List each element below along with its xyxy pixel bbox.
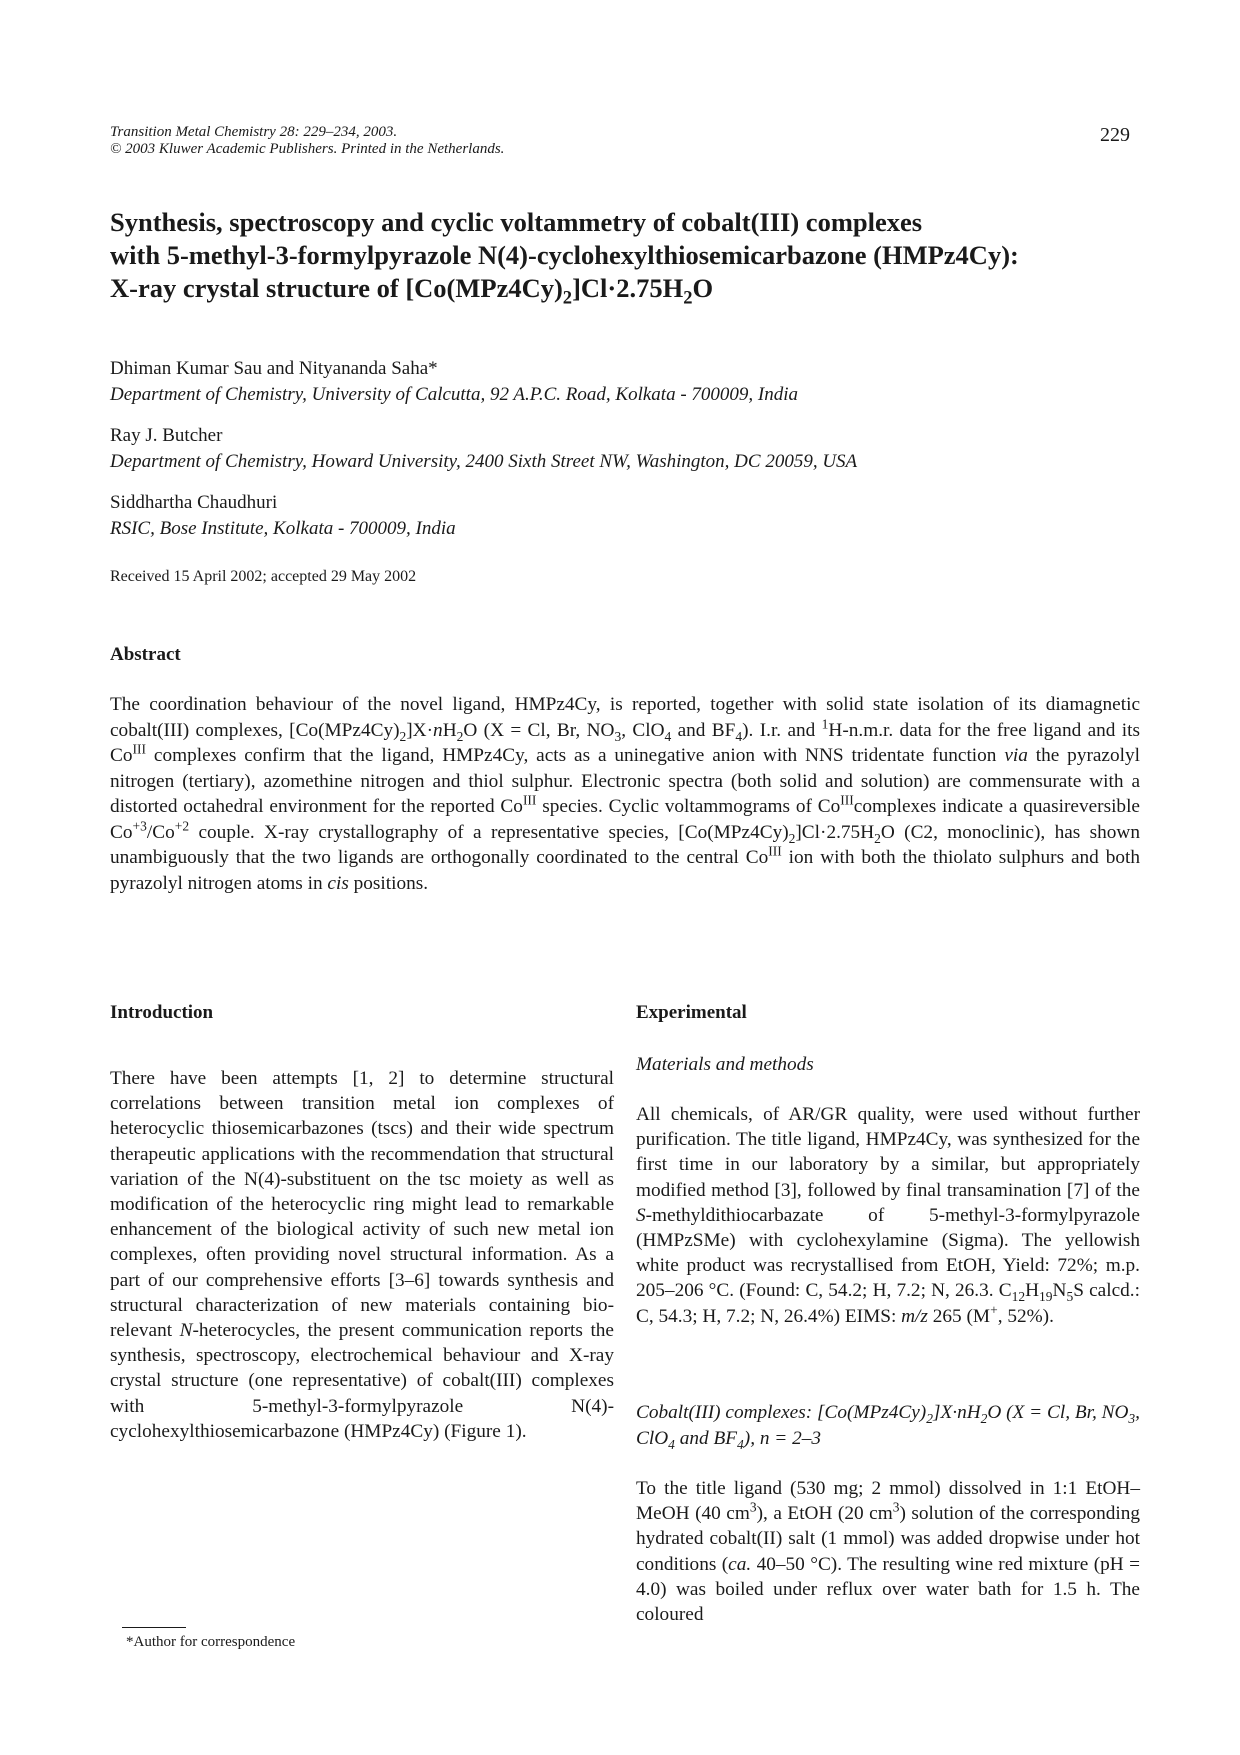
cobalt-complexes-text: To the title ligand (530 mg; 2 mmol) dissolved in 1:1 EtOH–MeOH (40 $cm^3$), a EtOH (20 $cm^3$) solution of the corresponding hydrated cobalt(II) salt (1 mmol) was added dropwise under hot conditions (ca. 40–50 °C). The resulting wine red mixture (pH = 4.0) was boiled under reflux over water bath for 1.5 h. The coloured [636,1478,1140,1626]
page-number: 229 [1100,124,1130,146]
materials-methods-text: All chemicals, of AR/GR quality, were used without further purification. The title ligand, HMPz4Cy, was synthesized for the first time in our laboratory by a similar, but appropriately modified method [3], followed by final transamination [7] of the S-methyldithiocarbazate of 5-methyl-3-formylpyrazole (HMPzSMe) with cyclohexylamine (Sigma). The yellowish white product was recrystallised from EtOH, Yield: 72%; m.p. 205–206 °C. (Found: C, 54.2; H, 7.2; N, 26.3. $C_{12}H_{19}N_5S$ calcd.: C, 54.3; H, 7.2; N, 26.4%) EIMS: m/z 265 (M+, 52%). [636,1104,1140,1327]
journal-line-2: © 2003 Kluwer Academic Publishers. Printed in the Netherlands. [110,141,505,157]
introduction-heading: Introduction [110,1002,214,1023]
cobalt-complexes-subheading: Cobalt(III) complexes: $[Co(MPz4Cy)_2]X\cdot nH_2O$ (X = Cl, Br, $NO_3$, ClO$_4$ and $BF_4$), n = 2–3 [636,1402,1140,1452]
abstract-text: The coordination behaviour of the novel ligand, HMPz4Cy, is reported, together with solid state isolation of its diamagnetic cobalt(III) complexes, $[Co(MPz4Cy)_2]X\cdot nH_2O$ (X = Cl, Br, $NO_3$, ClO$_4$ and $BF_4$). I.r. and $^1$H-n.m.r. data for the free ligand and its $Co^{III}$ complexes confirm that the ligand, HMPz4Cy, acts as a uninegative anion with NNS tridentate function via the pyrazolyl nitrogen (tertiary), azomethine nitrogen and thiol sulphur. Electronic spectra (both solid and solution) are commensurate with a distorted octahedral environment for the reported $Co^{III}$ species. Cyclic voltammograms of $Co^{III}complexes$ indicate a quasireversible $Co^{+3}/Co^{+2}$ couple. X-ray crystallography of a representative species, $[Co(MPz4Cy)_2]Cl\cdot 2.75H_2O$ (C2, monoclinic), has shown unambiguously that the two ligands are orthogonally coordinated to the central $Co^{III}$ ion with both the thiolato sulphurs and both pyrazolyl nitrogen atoms in cis positions. [110,694,1140,894]
author-name: Siddhartha Chaudhuri [110,492,278,513]
footnote-rule [122,1627,186,1628]
materials-methods-subheading: Materials and methods [636,1054,814,1075]
title-line-3: X-ray crystal structure of $[Co(MPz4Cy)_2]Cl\cdot 2.75H_2O$ [110,273,714,309]
introduction-text: There have been attempts [1, 2] to determine structural correlations between transition metal ion complexes of heterocyclic thiosemicarbazones (tscs) and their wide spectrum therapeutic applications with the recommendation that structural variation of the N(4)-substituent on the tsc moiety as well as modification of the heterocyclic ring might lead to remarkable enhancement of the biological activity of such new metal ion complexes, often providing novel structural information. As a part of our comprehensive efforts [3–6] towards synthesis and structural characterization of new materials containing bio-relevant N-heterocycles, the present communication reports the synthesis, spectroscopy, electrochemical behaviour and X-ray crystal structure (one representative) of cobalt(III) complexes with 5-methyl-3-formylpyrazole N(4)-cyclohexylthiosemicarbazone (HMPz4Cy) (Figure 1). [110,1068,614,1442]
journal-citation [110,124,504,158]
affiliation: RSIC, Bose Institute, Kolkata - 700009, India [110,518,456,539]
paper-title [110,206,1140,309]
author-group [110,356,857,408]
author-name: Ray J. Butcher [110,425,223,446]
author-block [110,356,857,557]
affiliation: Department of Chemistry, University of Calcutta, 92 A.P.C. Road, Kolkata - 700009, India [110,384,799,405]
author-name: Dhiman Kumar Sau and Nityananda Saha* [110,358,438,379]
journal-line-1: Transition Metal Chemistry 28: 229–234, 2003. [110,124,398,140]
experimental-heading: Experimental [636,1002,747,1023]
footnote: *Author for correspondence [126,1634,296,1650]
title-line-2: with 5-methyl-3-formylpyrazole N(4)-cyclohexylthiosemicarbazone (HMPz4Cy): [110,240,1019,270]
received-dates: Received 15 April 2002; accepted 29 May 2002 [110,568,417,585]
title-line-1: Synthesis, spectroscopy and cyclic voltammetry of cobalt(III) complexes [110,207,923,237]
abstract-heading: Abstract [110,644,181,665]
author-group [110,423,857,475]
author-group [110,490,857,542]
affiliation: Department of Chemistry, Howard University, 2400 Sixth Street NW, Washington, DC 20059, USA [110,451,858,472]
